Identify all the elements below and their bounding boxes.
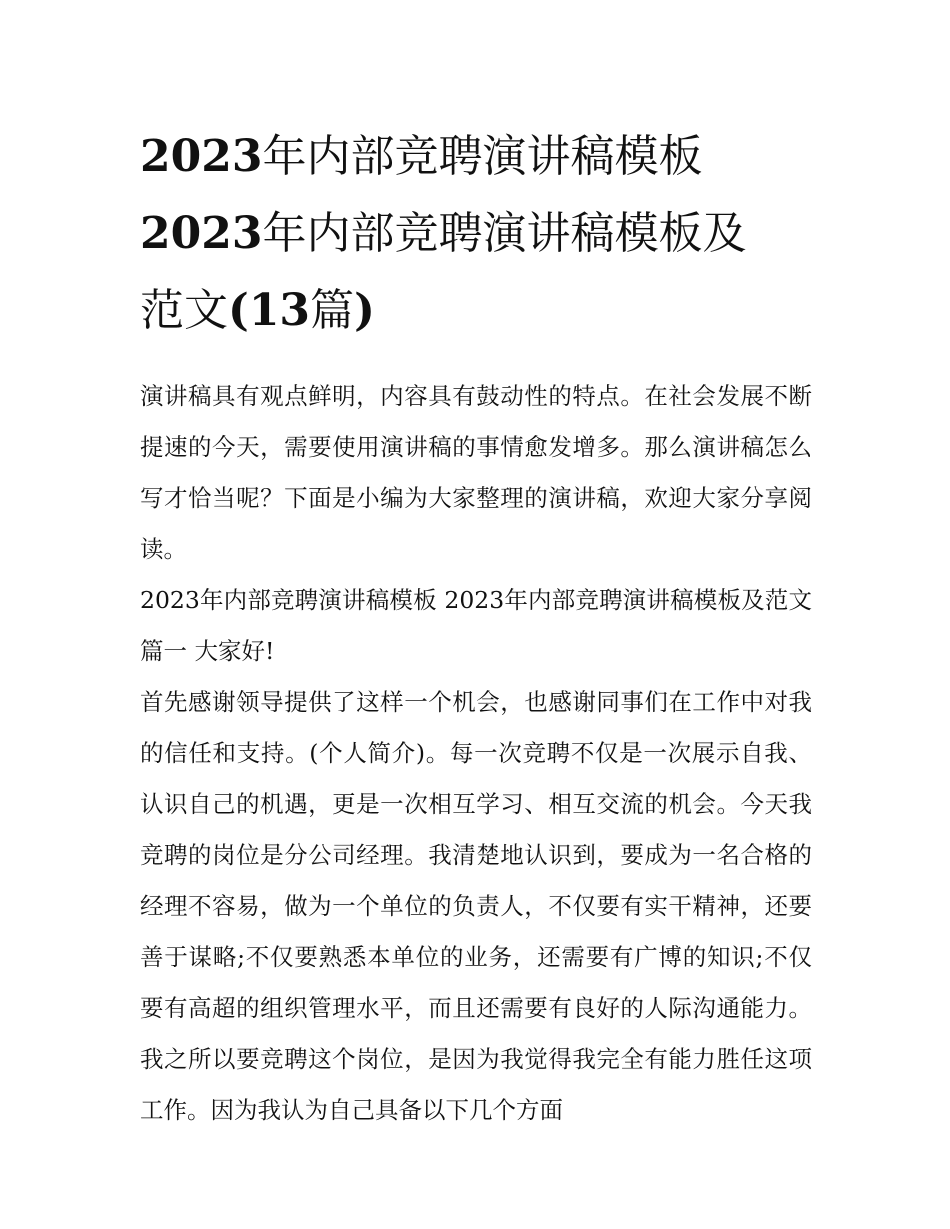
title-line1-text: 年内部竞聘演讲稿模板	[262, 131, 703, 182]
title-line2-year: 2023	[140, 208, 263, 259]
title-line3-text-a: 范文	[140, 285, 228, 336]
title-line1-year: 2023	[140, 131, 263, 182]
title-line2-text: 年内部竞聘演讲稿模板及	[262, 208, 747, 259]
document-page	[140, 118, 812, 1136]
title-line3-text-c: 篇	[310, 285, 355, 336]
section-heading-paragraph: 2023年内部竞聘演讲稿模板 2023年内部竞聘演讲稿模板及范文篇一 大家好!	[140, 586, 812, 665]
title-line3-close: )	[354, 285, 375, 336]
intro-paragraph: 演讲稿具有观点鲜明，内容具有鼓动性的特点。在社会发展不断提速的今天，需要使用演讲稿的事情愈发增多。那么演讲稿怎么写才恰当呢？下面是小编为大家整理的演讲稿，欢迎大家分享阅读。	[140, 382, 812, 563]
document-title	[140, 118, 812, 349]
body-paragraph: 首先感谢领导提供了这样一个机会，也感谢同事们在工作中对我的信任和支持。(个人简介)。每一次竞聘不仅是一次展示自我、认识自己的机遇，更是一次相互学习、相互交流的机会。今天我竞聘的岗位是分公司经理。我清楚地认识到，要成为一名合格的经理不容易，做为一个单位的负责人，不仅要有实干精神，还要善于谋略;不仅要熟悉本单位的业务，还需要有广博的知识;不仅要有高超的组织管理水平，而且还需要有良好的人际沟通能力。我之所以要竞聘这个岗位，是因为我觉得我完全有能力胜任这项工作。因为我认为自己具备以下几个方面	[140, 688, 812, 1124]
title-line3-count-open: (13	[228, 285, 311, 336]
